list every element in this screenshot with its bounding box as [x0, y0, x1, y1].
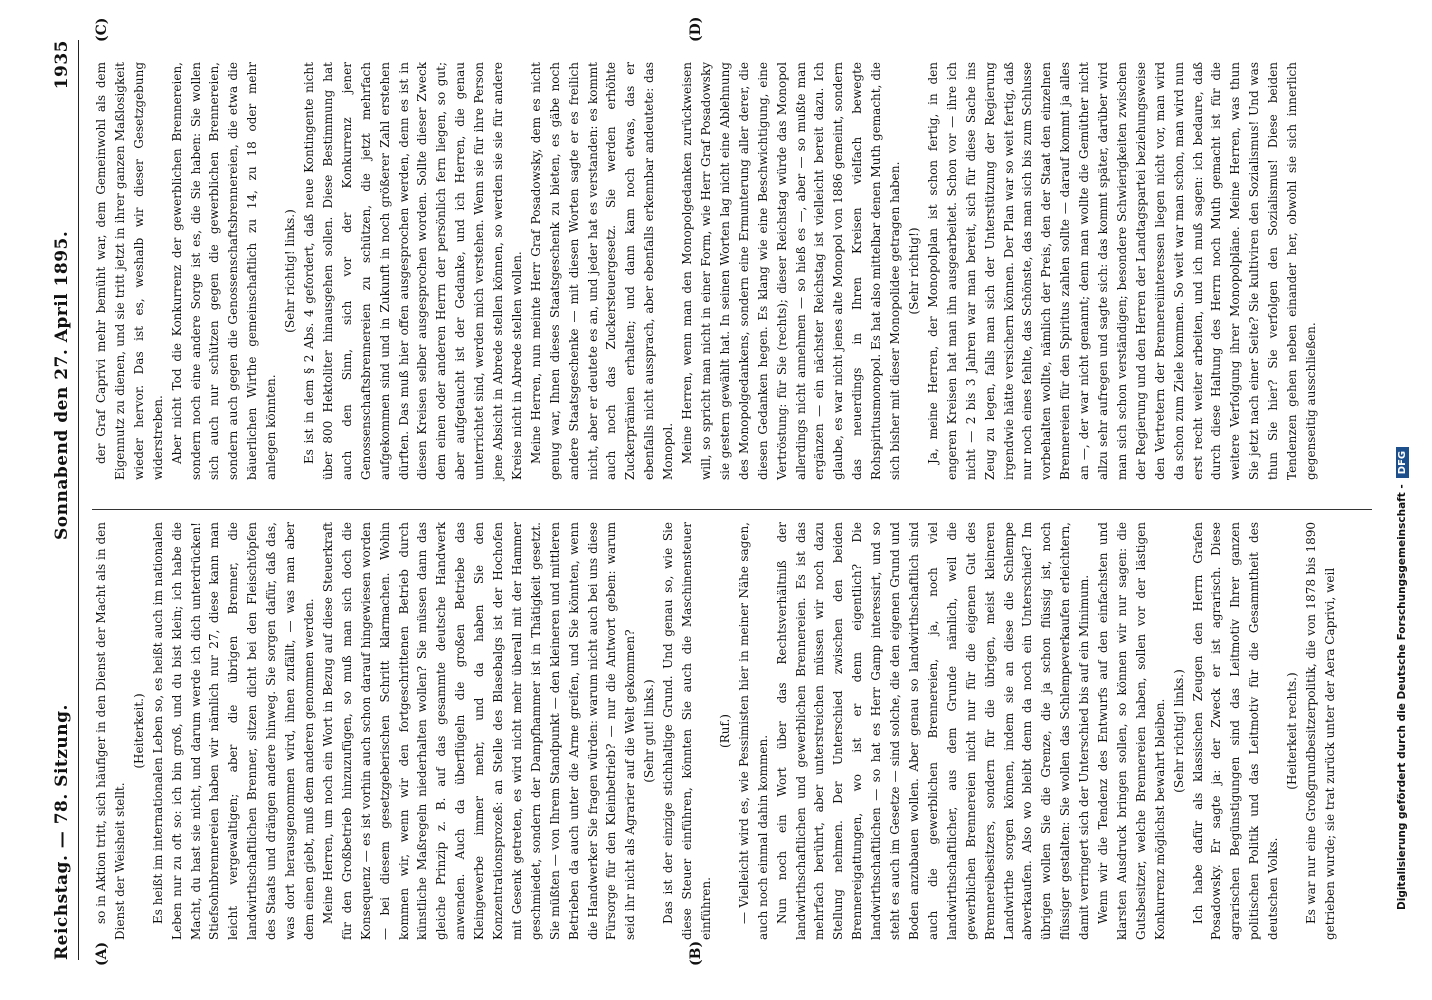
interjection: (Ruf.): [717, 714, 732, 748]
paragraph: Es ist in dem § 2 Abs. 4 gefordert, daß neue Kontingente nicht über 800 Hektoliter hinausgehen sollen. Diese Bestimmung hat auch den Sinn, sich vor der Konkurrenz jener Genossenschaftsbrennereien zu schützen, die jetzt mehrfach aufgekommen sind und in Zukunft in noch größerer Zahl erstehen dürften. Das muß hier offen ausgesprochen werden, denn es ist in diesen Kreisen selber ausgesprochen worden. Sollte dieser Zweck dem einen oder anderen Herrn der persönlich fern liegen, so gut; aber aufgetaucht ist der Gedanke, und ich Herren, die genau unterrichtet sind, werden mich verstehen. Wenn sie für ihre Person jene Absicht in Abrede stellen können, so werden sie sie für andere Kreise nicht in Abrede stellen wollen.: [301, 62, 524, 480]
paragraph: Es war nur eine Großgrundbesitzerpolitik, die von 1878 bis 1890 getrieben wurde; sie trat zurück unter der Aera Caprivi, weil: [1304, 522, 1337, 940]
column-divider: [92, 509, 1372, 510]
interjection: (Heiterkeit.): [131, 693, 146, 769]
paragraph: der Graf Caprivi mehr bemüht war, dem Gemeinwohl als dem Eigennutz zu dienen, und sie tritt jetzt in ihrer ganzen Maßlosigkeit wieder hervor. Das ist es, weshalb wir dieser Gesetzgebung widerstreben.: [94, 62, 165, 480]
paragraph: Meine Herren, um noch ein Wort in Bezug auf diese Steuerkraft für den Großbetrieb hinzuzufügen, so muß man sich doch die Konsequenz — es ist vorhin auch schon darauf hingewiesen worden — bei diesem gesetzgeberischen Schritt klarmachen. Wohin kommen wir, wenn wir den fortgeschrittenen Betrieb durch künstliche Maßregeln niederhalten wollen? Sie müssen dann das gleiche Prinzip z. B. auf das gesammte deutsche Handwerk anwenden. Auch da überflügeln die großen Betriebe das Kleingewerbe immer mehr, und da haben Sie den Konzentrationsprozeß: an Stelle des Blasebalgs ist der Hochofen mit Gesenk getreten, es wird nicht mehr überall mit der Hammer geschmiedet, sondern der Dampfhammer ist in Thätigkeit gesetzt. Sie müßten — von Ihrem Standpunkt — den kleineren und mittleren Betrieben da auch unter die Arme greifen, und Sie könnten, wenn die Handwerker Sie fragen würden: warum nicht auch bei uns diese Fürsorge für den Kleinbetrieb? — nur die Antwort geben: warum seid ihr nicht als Agrarier auf die Welt gekommen?: [320, 522, 638, 940]
paragraph: Meine Herren, nun meinte Herr Graf Posadowsky, dem es nicht genug war, Ihnen dieses Staatsgeschenk zu bieten, es gäbe noch andere Staatsgeschenke — mit diesen Worten sagte er es freilich nicht, aber er deutete es an, und jeder hat es verstanden: es kommt auch noch das Zuckersteuergesetz. Sie werden erhöhte Zuckerprämien erhalten; und dann kam noch etwas, das er ebenfalls nicht aussprach, aber ebenfalls erkennbar andeutete: das Monopol.: [528, 62, 676, 480]
interjection: (Sehr richtig! links.): [283, 209, 298, 333]
interjection: (Sehr richtig!): [906, 227, 921, 315]
interjection: (Sehr gut! links.): [642, 679, 657, 783]
margin-marker-a: (A): [94, 941, 110, 966]
margin-marker-d: (D): [688, 16, 704, 42]
footer-text: Digitalisierung gefördert durch die Deutsche Forschungsgemeinschaft -: [1396, 484, 1408, 910]
page-number: 1935: [52, 40, 72, 90]
interjection: (Sehr richtig! links.): [1171, 669, 1186, 793]
text-column-right: [92, 62, 1321, 480]
digitization-footer: [1396, 30, 1409, 910]
margin-marker-c: (C): [94, 17, 110, 42]
paragraph: Wenn wir die Tendenz des Entwurfs auf den einfachsten und klarsten Ausdruck bringen sollen, so können wir nur sagen: die Gutsbesitzer, welche Brennereien haben, sollen vor der lästigen Konkurrenz möglichst bewahrt bleiben.: [1096, 522, 1167, 940]
paragraph: Das ist der einzige stichhaltige Grund. Und genau so, wie Sie diese Steuer einführen, könnten Sie auch die Maschinensteuer einführen.: [661, 522, 713, 940]
paragraph: Aber nicht Tod die Konkurrenz der gewerblichen Brennereien, sondern noch eine andere Sorge ist es, die Sie haben: Sie wollen sich auch nur schützen gegen die gewerblichen Brennereien, sondern auch gegen die Genossenschaftsbrennereien, die etwa die bäuerlichen Wirthe gemeinschaftlich zu 14, zu 18 oder mehr anlegen könnten.: [169, 62, 279, 480]
header-date: Sonnabend den 27. April 1895.: [52, 230, 72, 540]
paragraph: Ja, meine Herren, der Monopolplan ist schon fertig, in den engeren Kreisen hat man ihn ausgearbeitet. Schon vor — ihre ich nicht — 2 bis 3 Jahren war man bereit, sich für diese Sache ins Zeug zu legen, falls man sich der Unterstützung der Regierung irgendwie hätte versichern können. Der Plan war so weit fertig, daß nur noch eines fehlte, das Schönste, das man sich bis zum Schlusse vorbehalten wollte, nämlich der Preis, den der Staat den einzelnen Brennereien für den Spiritus zahlen sollte — darauf kommt ja alles an —, der war nicht genannt; denn man wollte die Gemüther nicht allzu sehr aufregen und sagte sich: das kommt später, darüber wird man sich schon verständigen; besondere Schwierigkeiten zwischen der Regierung und den Herren der Landtagspartei beziehungsweise den Vertretern der Brennereiinteressen liegen nicht vor, man wird da schon zum Ziele kommen. So weit war man schon, man wird nun erst recht weiter arbeiten, und ich muß sagen: ich bedaure, daß durch diese Haltung des Herrn noch Muth gemacht ist für die weitere Verfolgung ihrer Monopolpläne. Meine Herren, was thun Sie jetzt nach einer Seite? Sie kultiviren den Sozialismus! Und was thun Sie hier? Sie verfolgen den Sozialismus! Diese beiden Tendenzen gehen neben einander her, obwohl sie sich innerlich gegenseitig ausschließen.: [925, 62, 1318, 480]
interjection: (Heiterkeit rechts.): [1285, 672, 1300, 790]
paragraph: so in Aktion tritt, sich häufiger in den Dienst der Macht als in den Dienst der Weisheit stellt.: [94, 522, 127, 940]
paragraph: Nun noch ein Wort über das Rechtsverhältniß der landwirthschaftlichen und gewerblichen Brennereien. Es ist das mehrfach berührt, aber unterstreichen müssen wir noch dazu Stellung nehmen. Der Unterschied zwischen den beiden Brennereigattungen, wo ist er denn eigentlich? Die landwirthschaftlichen — so hat es Herr Gamp interessirt, und so steht es auch im Gesetze — sind solche, die den eigenen Grund und Boden anzubauen wollen. Aber genau so landwirthschaftlich sind auch die gewerblichen Brennereien, ja, noch viel landwirthschaftlicher, aus dem Grunde nämlich, weil die gewerblichen Brennereien nicht nur für die eigenen Gut des Brennereibesitzers, sondern für die übrigen, meist kleineren Landwirthe sorgen können, indem sie an diese die Schlempe abverkaufen. Also wo bleibt denn da noch ein Unterschied? Im übrigen wollen Sie die Grenze, die ja schon flüssig ist, noch flüssiger gestalten: Sie wollen das Schlempeverkaufen erleichtern, damit verringert sich der Unterschied bis auf ein Minimum.: [774, 522, 1092, 940]
page-header: [40, 40, 79, 960]
header-left: Reichstag. — 78. Sitzung.: [52, 704, 72, 960]
dfg-logo: DFG: [1396, 447, 1409, 478]
margin-marker-b: (B): [688, 940, 704, 966]
paragraph: Es heißt im internationalen Leben so, es heißt auch im nationalen Leben nur zu oft so: ich bin groß, und du bist klein; ich habe die Macht, du hast sie nicht, und darum werde ich dich unterdrücken! Stiefsohnbrennereien haben wir nämlich nur 27, diese kann man leicht vergewaltigen; aber die übrigen Brenner, die landwirthschaftlichen Brenner, sitzen dicht bei den Fleischtöpfen des Staats und drängen andere hinweg. Sie sorgen dafür, daß das, was dort herausgenommen wird, ihnen zufällt, — was man aber dem einen giebt, muß dem anderen genommen werden.: [150, 522, 316, 940]
paragraph: — Vielleicht wird es, wie Pessimisten hier in meiner Nähe sagen, auch noch einmal dahin kommen.: [736, 522, 770, 940]
text-column-left: [92, 522, 1340, 940]
paragraph: Meine Herren, wenn man den Monopolgedanken zurückweisen will, so spricht man nicht in einer Form, wie Herr Graf Posadowsky sie gestern gewählt hat. In seinen Worten lag nicht eine Ablehnung des Monopolgedankens, sondern eine Ermunterung aller derer, die diesen Gedanken hegen. Es klang wie eine Beschwichtigung, eine Vertröstung: für Sie (rechts); dieser Reichstag würde das Monopol allerdings nicht annehmen — so hieß es —, aber — so mußte man ergänzen — ein nächster Reichstag ist vielleicht bereit dazu. Ich glaube, es war nicht jenes alte Monopol von 1886 gemeint, sondern das neuerdings in Ihren Kreisen vielfach bewegte Rohspiritusmonopol. Es hat also mittelbar denen Muth gemacht, die sich bisher mit dieser Monopolidee getragen haben.: [680, 62, 903, 480]
paragraph: Ich habe dafür als klassischen Zeugen den Herrn Grafen Posadowsky. Er sagte ja: der Zweck er ist agrarisch. Diese agrarischen Begünstigungen sind das Leitmotiv Ihrer ganzen politischen Politik und das Leitmotiv für die Gesammtheit des deutschen Volks.: [1190, 522, 1281, 940]
